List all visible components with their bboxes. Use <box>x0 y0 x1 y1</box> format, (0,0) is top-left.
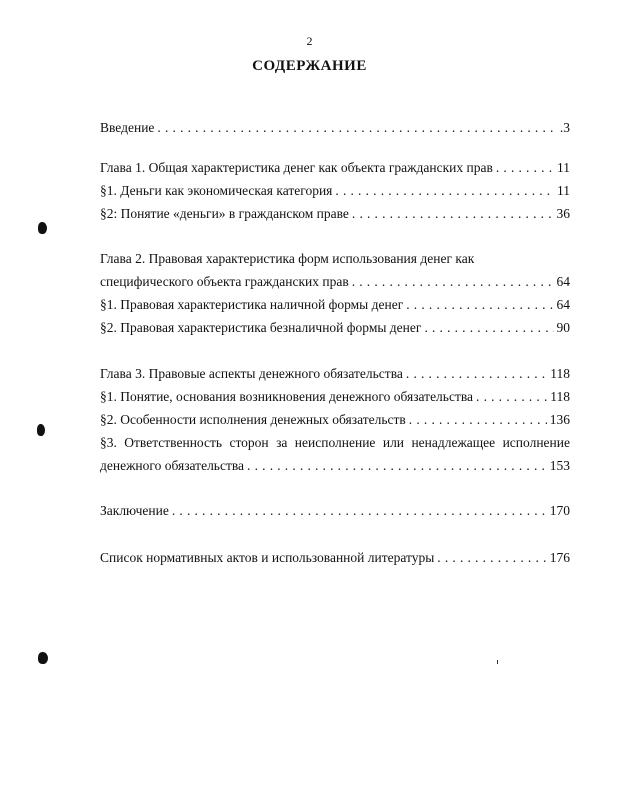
page-number: 2 <box>306 34 313 48</box>
toc-entry-page: 64 <box>556 274 570 289</box>
toc-entry-introduction <box>100 119 570 137</box>
toc-entry-page: 176 <box>549 550 570 565</box>
toc-entry-page: 11 <box>557 160 570 175</box>
toc-entry-label: Глава 3. Правовые аспекты денежного обязательства <box>100 366 403 381</box>
toc-entry-label: Заключение <box>100 503 169 518</box>
toc-entry-chapter-1-section-2 <box>100 205 570 223</box>
toc-entry-label: Глава 1. Общая характеристика денег как объекта гражданских прав <box>100 160 493 175</box>
dot-leader <box>424 319 553 337</box>
toc-entry-chapter-2 <box>100 250 570 268</box>
scan-blot-bottom <box>38 652 48 664</box>
dot-leader <box>496 159 554 177</box>
dot-leader <box>335 182 554 200</box>
toc-entry-label: §2. Правовая характеристика безналичной формы денег <box>100 320 422 335</box>
dot-leader <box>406 365 547 383</box>
toc-entry-page: 90 <box>556 320 570 335</box>
toc-entry-page: 170 <box>549 503 570 518</box>
toc-entry-chapter-2-section-2 <box>100 319 570 337</box>
page-title: СОДЕРЖАНИЕ <box>252 58 367 74</box>
toc-entry-page: 118 <box>550 389 570 404</box>
toc-entry-page: 11 <box>557 183 570 198</box>
toc-entry-conclusion <box>100 502 570 520</box>
toc-entry-page: 64 <box>556 297 570 312</box>
toc-entry-chapter-3-section-1 <box>100 388 570 406</box>
toc-entry-label: денежного обязательства <box>100 458 245 473</box>
scan-blot-middle <box>37 424 45 436</box>
scan-blot-top <box>38 222 47 234</box>
toc-entry-label: §1. Деньги как экономическая категория <box>100 183 333 198</box>
toc-entry-page: 153 <box>549 458 570 473</box>
toc-entry-chapter-3-section-2 <box>100 411 570 429</box>
toc-entry-label: §2: Понятие «деньги» в гражданском праве <box>100 206 349 221</box>
toc-entry-label: §2. Особенности исполнения денежных обязательств <box>100 412 406 427</box>
toc-entry-page: 36 <box>556 206 570 221</box>
toc-entry-label: специфического объекта гражданских прав <box>100 274 349 289</box>
toc-entry-chapter-2-section-1 <box>100 296 570 314</box>
dot-leader <box>437 549 546 567</box>
toc-entry-chapter-2-continued <box>100 273 570 291</box>
toc-entry-page: 118 <box>550 366 570 381</box>
scan-speck <box>497 660 498 664</box>
toc-entry-chapter-1 <box>100 159 570 177</box>
toc-entry-label: §3. Ответственность сторон за неисполнение или ненадлежащее исполнение <box>100 435 570 450</box>
dot-leader <box>247 457 547 475</box>
dot-leader <box>409 411 547 429</box>
toc-entry-page: 136 <box>549 412 570 427</box>
toc-entry-bibliography <box>100 549 570 567</box>
toc-entry-chapter-3 <box>100 365 570 383</box>
toc-entry-label: §1. Правовая характеристика наличной формы денег <box>100 297 404 312</box>
dot-leader <box>157 119 556 137</box>
toc-entry-chapter-3-section-3 <box>100 434 570 452</box>
toc-entry-chapter-1-section-1 <box>100 182 570 200</box>
dot-leader <box>172 502 547 520</box>
toc-entry-label: Введение <box>100 120 155 135</box>
toc-entry-label: Глава 2. Правовая характеристика форм использования денег как <box>100 251 475 266</box>
dot-leader <box>352 273 554 291</box>
dot-leader <box>476 388 547 406</box>
dot-leader <box>352 205 554 223</box>
toc-entry-label: Список нормативных актов и использованной литературы <box>100 550 435 565</box>
toc-entry-chapter-3-section-3-continued <box>100 457 570 475</box>
toc-entry-page: .3 <box>559 120 570 135</box>
toc-entry-label: §1. Понятие, основания возникновения денежного обязательства <box>100 389 474 404</box>
dot-leader <box>406 296 553 314</box>
